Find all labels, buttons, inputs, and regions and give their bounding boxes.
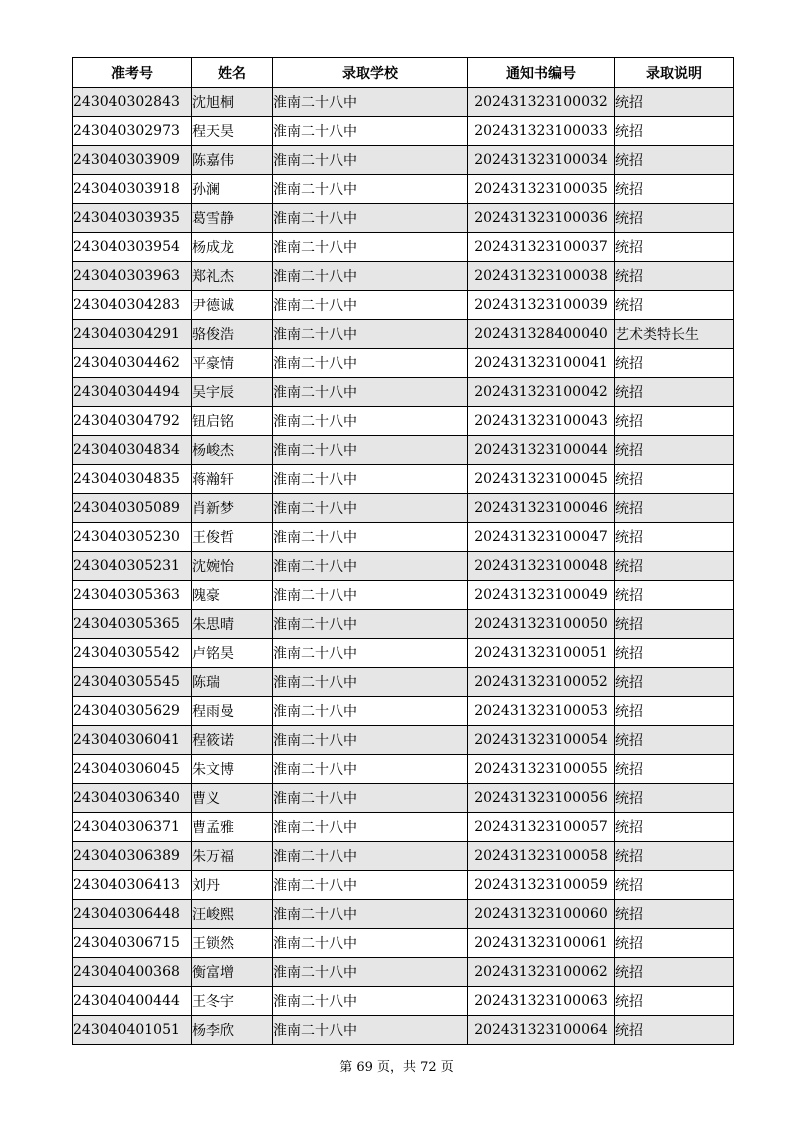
- cell-exam-id: 243040306448: [73, 900, 192, 929]
- cell-school: 淮南二十八中: [273, 1016, 468, 1045]
- cell-admission-note: 统招: [615, 349, 734, 378]
- cell-admission-note: 统招: [615, 784, 734, 813]
- cell-admission-note: 统招: [615, 465, 734, 494]
- cell-name: 程天昊: [192, 117, 273, 146]
- cell-admission-note: 艺术类特长生: [615, 320, 734, 349]
- cell-exam-id: 243040303918: [73, 175, 192, 204]
- table-row: [73, 407, 734, 436]
- cell-notice-number: 202431323100043: [468, 407, 615, 436]
- cell-admission-note: 统招: [615, 378, 734, 407]
- cell-name: 曹义: [192, 784, 273, 813]
- cell-notice-number: 202431323100038: [468, 262, 615, 291]
- header-admission-note: 录取说明: [615, 58, 734, 88]
- cell-name: 隗豪: [192, 581, 273, 610]
- cell-name: 曹孟雅: [192, 813, 273, 842]
- cell-exam-id: 243040305365: [73, 610, 192, 639]
- table-row: [73, 117, 734, 146]
- cell-school: 淮南二十八中: [273, 929, 468, 958]
- cell-exam-id: 243040304834: [73, 436, 192, 465]
- cell-name: 沈旭桐: [192, 88, 273, 117]
- cell-admission-note: 统招: [615, 610, 734, 639]
- table-row: [73, 175, 734, 204]
- cell-admission-note: 统招: [615, 726, 734, 755]
- cell-school: 淮南二十八中: [273, 610, 468, 639]
- cell-admission-note: 统招: [615, 929, 734, 958]
- cell-admission-note: 统招: [615, 436, 734, 465]
- table-row: [73, 929, 734, 958]
- cell-exam-id: 243040306389: [73, 842, 192, 871]
- cell-exam-id: 243040306340: [73, 784, 192, 813]
- cell-name: 卢铭昊: [192, 639, 273, 668]
- cell-school: 淮南二十八中: [273, 552, 468, 581]
- cell-admission-note: 统招: [615, 117, 734, 146]
- table-row: [73, 349, 734, 378]
- cell-name: 吴宇辰: [192, 378, 273, 407]
- cell-notice-number: 202431323100057: [468, 813, 615, 842]
- table-row: [73, 581, 734, 610]
- table-row: [73, 697, 734, 726]
- cell-notice-number: 202431323100063: [468, 987, 615, 1016]
- cell-name: 王俊哲: [192, 523, 273, 552]
- header-exam-id: 准考号: [73, 58, 192, 88]
- cell-notice-number: 202431323100061: [468, 929, 615, 958]
- cell-notice-number: 202431323100055: [468, 755, 615, 784]
- cell-exam-id: 243040304835: [73, 465, 192, 494]
- table-row: [73, 262, 734, 291]
- cell-admission-note: 统招: [615, 494, 734, 523]
- cell-school: 淮南二十八中: [273, 407, 468, 436]
- cell-exam-id: 243040305629: [73, 697, 192, 726]
- cell-admission-note: 统招: [615, 523, 734, 552]
- admission-table: [72, 57, 734, 1045]
- cell-name: 陈瑞: [192, 668, 273, 697]
- cell-exam-id: 243040305231: [73, 552, 192, 581]
- cell-notice-number: 202431323100050: [468, 610, 615, 639]
- table-row: [73, 639, 734, 668]
- header-name: 姓名: [192, 58, 273, 88]
- cell-admission-note: 统招: [615, 262, 734, 291]
- cell-school: 淮南二十八中: [273, 581, 468, 610]
- cell-name: 骆俊浩: [192, 320, 273, 349]
- cell-notice-number: 202431323100064: [468, 1016, 615, 1045]
- cell-notice-number: 202431323100053: [468, 697, 615, 726]
- cell-name: 葛雪静: [192, 204, 273, 233]
- cell-school: 淮南二十八中: [273, 784, 468, 813]
- cell-school: 淮南二十八中: [273, 117, 468, 146]
- cell-notice-number: 202431323100032: [468, 88, 615, 117]
- table-row: [73, 784, 734, 813]
- table-row: [73, 755, 734, 784]
- cell-admission-note: 统招: [615, 697, 734, 726]
- cell-name: 朱文博: [192, 755, 273, 784]
- table-row: [73, 871, 734, 900]
- cell-school: 淮南二十八中: [273, 494, 468, 523]
- cell-exam-id: 243040303909: [73, 146, 192, 175]
- cell-exam-id: 243040302973: [73, 117, 192, 146]
- cell-school: 淮南二十八中: [273, 900, 468, 929]
- table-row: [73, 88, 734, 117]
- cell-name: 朱思晴: [192, 610, 273, 639]
- cell-admission-note: 统招: [615, 1016, 734, 1045]
- cell-exam-id: 243040305230: [73, 523, 192, 552]
- cell-notice-number: 202431323100042: [468, 378, 615, 407]
- cell-school: 淮南二十八中: [273, 436, 468, 465]
- cell-notice-number: 202431323100039: [468, 291, 615, 320]
- cell-exam-id: 243040400368: [73, 958, 192, 987]
- cell-school: 淮南二十八中: [273, 146, 468, 175]
- cell-name: 程雨曼: [192, 697, 273, 726]
- cell-school: 淮南二十八中: [273, 465, 468, 494]
- cell-notice-number: 202431323100048: [468, 552, 615, 581]
- cell-school: 淮南二十八中: [273, 697, 468, 726]
- cell-admission-note: 统招: [615, 552, 734, 581]
- table-row: [73, 552, 734, 581]
- cell-admission-note: 统招: [615, 407, 734, 436]
- cell-school: 淮南二十八中: [273, 233, 468, 262]
- cell-exam-id: 243040305363: [73, 581, 192, 610]
- cell-name: 程筱诺: [192, 726, 273, 755]
- cell-exam-id: 243040305542: [73, 639, 192, 668]
- cell-notice-number: 202431323100033: [468, 117, 615, 146]
- cell-school: 淮南二十八中: [273, 291, 468, 320]
- cell-name: 尹德诚: [192, 291, 273, 320]
- cell-admission-note: 统招: [615, 900, 734, 929]
- cell-admission-note: 统招: [615, 233, 734, 262]
- cell-admission-note: 统招: [615, 639, 734, 668]
- cell-name: 刘丹: [192, 871, 273, 900]
- cell-school: 淮南二十八中: [273, 987, 468, 1016]
- cell-exam-id: 243040304792: [73, 407, 192, 436]
- cell-admission-note: 统招: [615, 987, 734, 1016]
- cell-exam-id: 243040306715: [73, 929, 192, 958]
- cell-name: 陈嘉伟: [192, 146, 273, 175]
- table-row: [73, 610, 734, 639]
- cell-exam-id: 243040306045: [73, 755, 192, 784]
- table-row: [73, 378, 734, 407]
- cell-notice-number: 202431323100059: [468, 871, 615, 900]
- cell-name: 肖新梦: [192, 494, 273, 523]
- cell-notice-number: 202431323100045: [468, 465, 615, 494]
- cell-notice-number: 202431323100034: [468, 146, 615, 175]
- page-footer: 第 69 页，共 72 页: [339, 1060, 454, 1075]
- cell-notice-number: 202431328400040: [468, 320, 615, 349]
- cell-exam-id: 243040306041: [73, 726, 192, 755]
- cell-name: 平豪情: [192, 349, 273, 378]
- cell-name: 汪峻熙: [192, 900, 273, 929]
- cell-school: 淮南二十八中: [273, 204, 468, 233]
- table-row: [73, 900, 734, 929]
- cell-admission-note: 统招: [615, 871, 734, 900]
- table-row: [73, 958, 734, 987]
- table-row: [73, 320, 734, 349]
- cell-name: 王锁然: [192, 929, 273, 958]
- cell-exam-id: 243040302843: [73, 88, 192, 117]
- cell-admission-note: 统招: [615, 88, 734, 117]
- cell-name: 朱万福: [192, 842, 273, 871]
- cell-school: 淮南二十八中: [273, 726, 468, 755]
- cell-name: 衡富增: [192, 958, 273, 987]
- cell-exam-id: 243040304291: [73, 320, 192, 349]
- cell-notice-number: 202431323100041: [468, 349, 615, 378]
- table-row: [73, 146, 734, 175]
- cell-admission-note: 统招: [615, 842, 734, 871]
- cell-name: 杨李欣: [192, 1016, 273, 1045]
- table-header-row: [73, 58, 734, 88]
- cell-exam-id: 243040303935: [73, 204, 192, 233]
- cell-admission-note: 统招: [615, 668, 734, 697]
- cell-exam-id: 243040306371: [73, 813, 192, 842]
- cell-name: 王冬宇: [192, 987, 273, 1016]
- cell-notice-number: 202431323100047: [468, 523, 615, 552]
- cell-notice-number: 202431323100044: [468, 436, 615, 465]
- cell-school: 淮南二十八中: [273, 958, 468, 987]
- cell-school: 淮南二十八中: [273, 639, 468, 668]
- cell-school: 淮南二十八中: [273, 668, 468, 697]
- cell-admission-note: 统招: [615, 204, 734, 233]
- cell-notice-number: 202431323100037: [468, 233, 615, 262]
- cell-name: 杨峻杰: [192, 436, 273, 465]
- cell-school: 淮南二十八中: [273, 871, 468, 900]
- cell-notice-number: 202431323100058: [468, 842, 615, 871]
- table-row: [73, 726, 734, 755]
- header-notice-number: 通知书编号: [468, 58, 615, 88]
- cell-admission-note: 统招: [615, 581, 734, 610]
- cell-exam-id: 243040303954: [73, 233, 192, 262]
- cell-name: 沈婉怡: [192, 552, 273, 581]
- table-row: [73, 668, 734, 697]
- cell-notice-number: 202431323100060: [468, 900, 615, 929]
- cell-admission-note: 统招: [615, 291, 734, 320]
- cell-exam-id: 243040305089: [73, 494, 192, 523]
- cell-name: 钮启铭: [192, 407, 273, 436]
- table-row: [73, 233, 734, 262]
- cell-school: 淮南二十八中: [273, 755, 468, 784]
- table-row: [73, 465, 734, 494]
- table-row: [73, 291, 734, 320]
- cell-admission-note: 统招: [615, 175, 734, 204]
- table-row: [73, 987, 734, 1016]
- cell-school: 淮南二十八中: [273, 349, 468, 378]
- cell-name: 蒋瀚轩: [192, 465, 273, 494]
- cell-exam-id: 243040306413: [73, 871, 192, 900]
- cell-school: 淮南二十八中: [273, 813, 468, 842]
- cell-school: 淮南二十八中: [273, 523, 468, 552]
- cell-notice-number: 202431323100035: [468, 175, 615, 204]
- cell-exam-id: 243040304283: [73, 291, 192, 320]
- cell-notice-number: 202431323100052: [468, 668, 615, 697]
- cell-notice-number: 202431323100056: [468, 784, 615, 813]
- cell-admission-note: 统招: [615, 146, 734, 175]
- cell-exam-id: 243040400444: [73, 987, 192, 1016]
- cell-notice-number: 202431323100046: [468, 494, 615, 523]
- cell-exam-id: 243040305545: [73, 668, 192, 697]
- cell-exam-id: 243040401051: [73, 1016, 192, 1045]
- cell-notice-number: 202431323100051: [468, 639, 615, 668]
- table-row: [73, 494, 734, 523]
- header-school: 录取学校: [273, 58, 468, 88]
- cell-school: 淮南二十八中: [273, 842, 468, 871]
- cell-notice-number: 202431323100054: [468, 726, 615, 755]
- cell-school: 淮南二十八中: [273, 378, 468, 407]
- cell-admission-note: 统招: [615, 755, 734, 784]
- cell-admission-note: 统招: [615, 958, 734, 987]
- table-row: [73, 523, 734, 552]
- cell-school: 淮南二十八中: [273, 320, 468, 349]
- cell-exam-id: 243040303963: [73, 262, 192, 291]
- cell-school: 淮南二十八中: [273, 88, 468, 117]
- cell-name: 郑礼杰: [192, 262, 273, 291]
- cell-school: 淮南二十八中: [273, 262, 468, 291]
- cell-admission-note: 统招: [615, 813, 734, 842]
- table-row: [73, 204, 734, 233]
- table-row: [73, 813, 734, 842]
- cell-name: 孙澜: [192, 175, 273, 204]
- table-row: [73, 1016, 734, 1045]
- table-row: [73, 842, 734, 871]
- table-row: [73, 436, 734, 465]
- cell-name: 杨成龙: [192, 233, 273, 262]
- cell-notice-number: 202431323100062: [468, 958, 615, 987]
- cell-notice-number: 202431323100049: [468, 581, 615, 610]
- cell-notice-number: 202431323100036: [468, 204, 615, 233]
- cell-exam-id: 243040304462: [73, 349, 192, 378]
- cell-exam-id: 243040304494: [73, 378, 192, 407]
- cell-school: 淮南二十八中: [273, 175, 468, 204]
